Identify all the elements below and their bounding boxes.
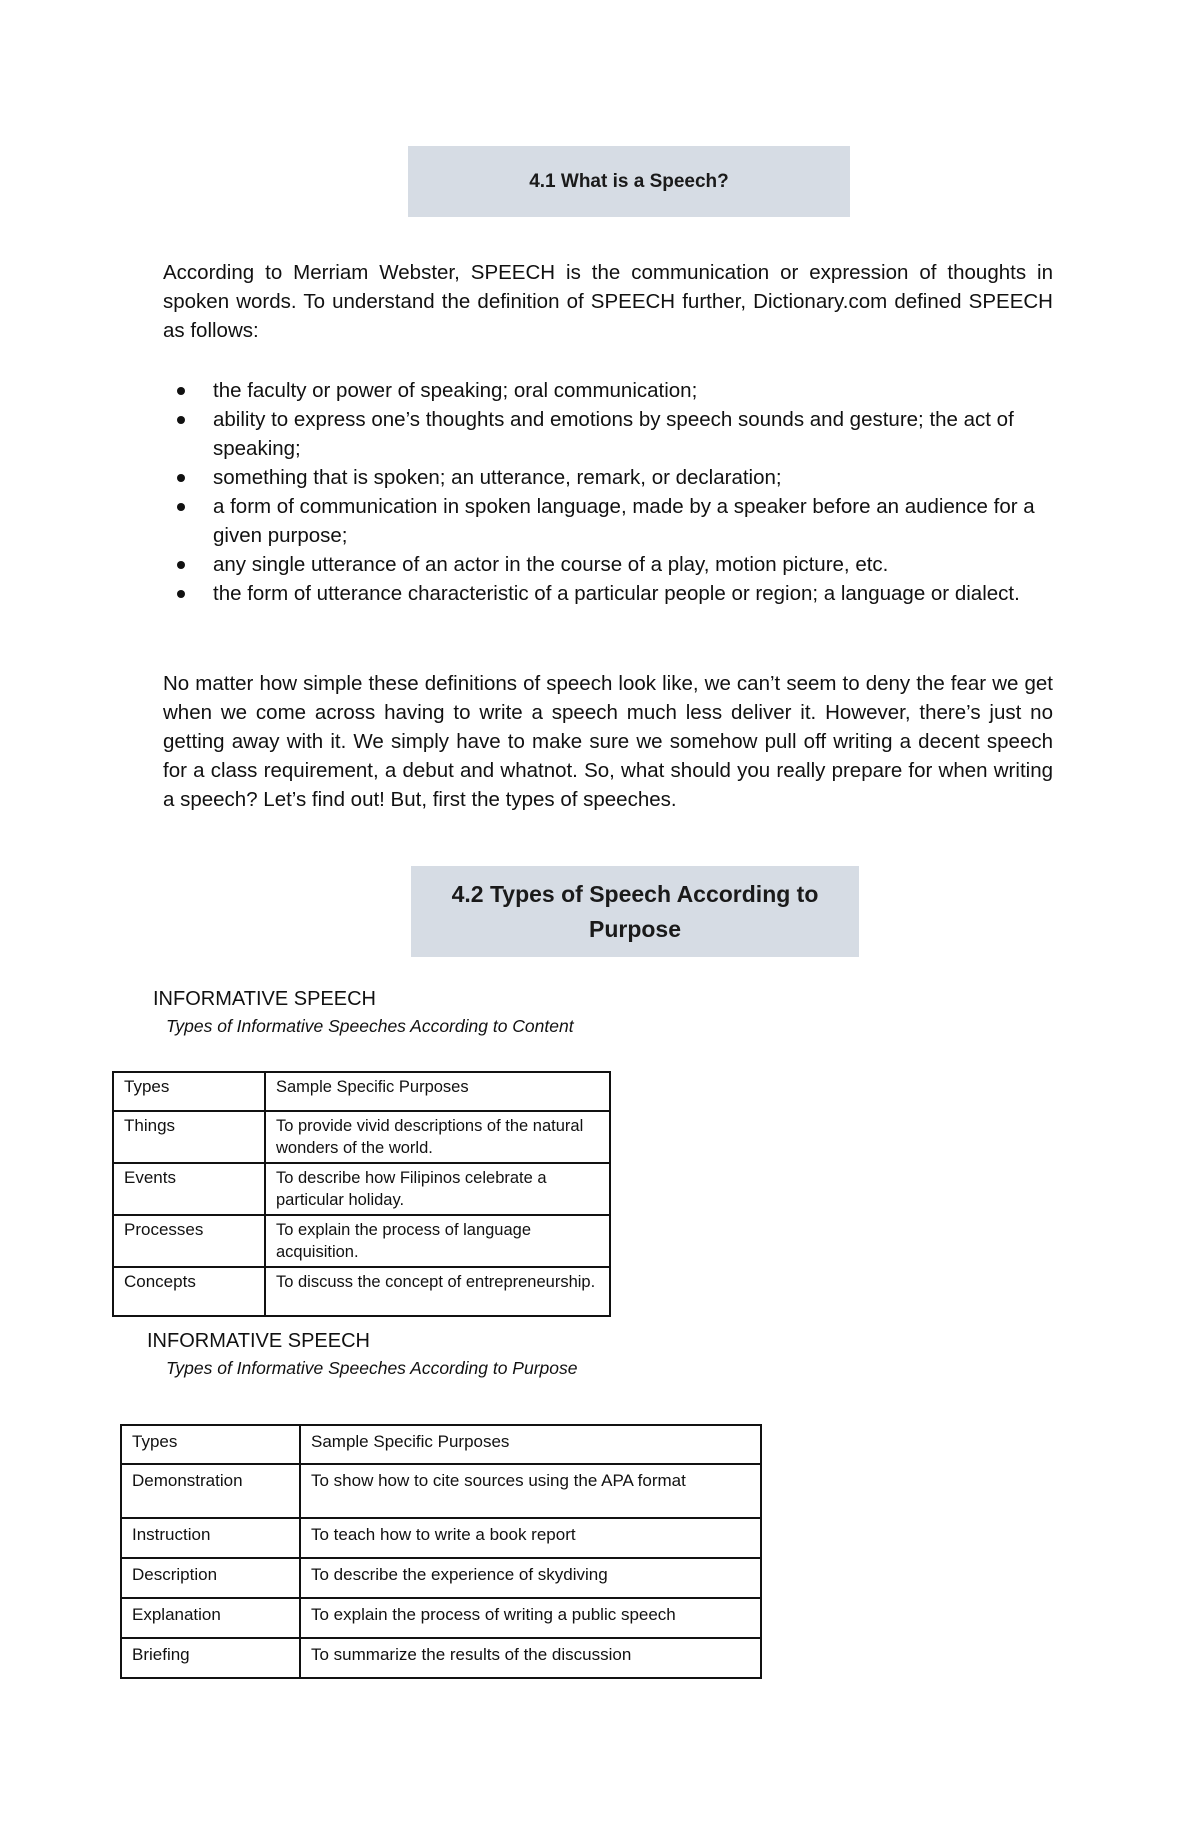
- list-item: any single utterance of an actor in the course of a play, motion picture, etc.: [163, 550, 1043, 579]
- table-cell-purpose: To summarize the results of the discussion: [300, 1638, 761, 1678]
- table-row: [121, 1464, 761, 1518]
- table-row: [121, 1558, 761, 1598]
- intro-paragraph: According to Merriam Webster, SPEECH is the communication or expression of thoughts in spoken words. To understand the definition of SPEECH further, Dictionary.com defined SPEECH as follows:: [163, 261, 1053, 342]
- table2-title: INFORMATIVE SPEECH: [147, 1330, 370, 1352]
- table-cell-type: Events: [113, 1163, 265, 1215]
- list-item: the form of utterance characteristic of a particular people or region; a language or dialect.: [163, 579, 1043, 608]
- table-cell-purpose: To show how to cite sources using the APA format: [300, 1464, 761, 1518]
- table-row: [121, 1518, 761, 1558]
- table-cell-type: Demonstration: [121, 1464, 300, 1518]
- table-header-row: [113, 1072, 610, 1111]
- table-cell-type: Briefing: [121, 1638, 300, 1678]
- table-cell-purpose: To explain the process of writing a public speech: [300, 1598, 761, 1638]
- table-header-cell: Types: [121, 1425, 300, 1464]
- table-row: [113, 1163, 610, 1215]
- section-heading-line-1: 4.2 Types of Speech According to: [451, 880, 819, 907]
- list-item: something that is spoken; an utterance, remark, or declaration;: [163, 463, 1043, 492]
- table-cell-type: Processes: [113, 1215, 265, 1267]
- table-cell-purpose: To explain the process of language acquisition.: [265, 1215, 610, 1267]
- table-cell-type: Instruction: [121, 1518, 300, 1558]
- table-header-cell: Types: [113, 1072, 265, 1111]
- closing-paragraph: No matter how simple these definitions of speech look like, we can’t seem to deny the fear we get when we come across having to write a speech much less deliver it. However, there’s just no getting away with it. We simply have to make sure we somehow pull off writing a decent speech for a class requirement, a debut and whatnot. So, what should you really prepare for when writing a speech? Let’s find out! But, first the types of speeches.: [163, 672, 1053, 811]
- table-cell-type: Description: [121, 1558, 300, 1598]
- list-item: the faculty or power of speaking; oral communication;: [163, 376, 1043, 405]
- table-cell-purpose: To teach how to write a book report: [300, 1518, 761, 1558]
- table-header-cell: Sample Specific Purposes: [265, 1072, 610, 1111]
- table1-title: INFORMATIVE SPEECH: [153, 988, 376, 1010]
- table-cell-purpose: To discuss the concept of entrepreneurship.: [265, 1267, 610, 1316]
- table-row: [113, 1267, 610, 1316]
- table-row: [113, 1215, 610, 1267]
- table-row: [121, 1598, 761, 1638]
- list-item: a form of communication in spoken language, made by a speaker before an audience for a given purpose;: [163, 492, 1043, 550]
- table2-subtitle: Types of Informative Speeches According to Purpose: [166, 1358, 578, 1378]
- purpose-types-table: [120, 1424, 762, 1679]
- table-cell-type: Things: [113, 1111, 265, 1163]
- list-item: ability to express one’s thoughts and emotions by speech sounds and gesture; the act of speaking;: [163, 405, 1043, 463]
- table-header-cell: Sample Specific Purposes: [300, 1425, 761, 1464]
- definition-list: [163, 376, 1043, 608]
- table-row: [113, 1111, 610, 1163]
- table-cell-purpose: To describe the experience of skydiving: [300, 1558, 761, 1598]
- table1-subtitle: Types of Informative Speeches According to Content: [166, 1016, 574, 1036]
- table-row: [121, 1638, 761, 1678]
- table-cell-purpose: To provide vivid descriptions of the natural wonders of the world.: [265, 1111, 610, 1163]
- table-cell-type: Explanation: [121, 1598, 300, 1638]
- table-header-row: [121, 1425, 761, 1464]
- content-types-table: [112, 1071, 611, 1317]
- section-heading-what-is-speech: [408, 146, 850, 217]
- table-cell-type: Concepts: [113, 1267, 265, 1316]
- table-cell-purpose: To describe how Filipinos celebrate a particular holiday.: [265, 1163, 610, 1215]
- section-heading-types-of-speech: [411, 866, 859, 957]
- section-heading-line-2: Purpose: [588, 915, 682, 942]
- section-heading-text: 4.1 What is a Speech?: [529, 170, 729, 192]
